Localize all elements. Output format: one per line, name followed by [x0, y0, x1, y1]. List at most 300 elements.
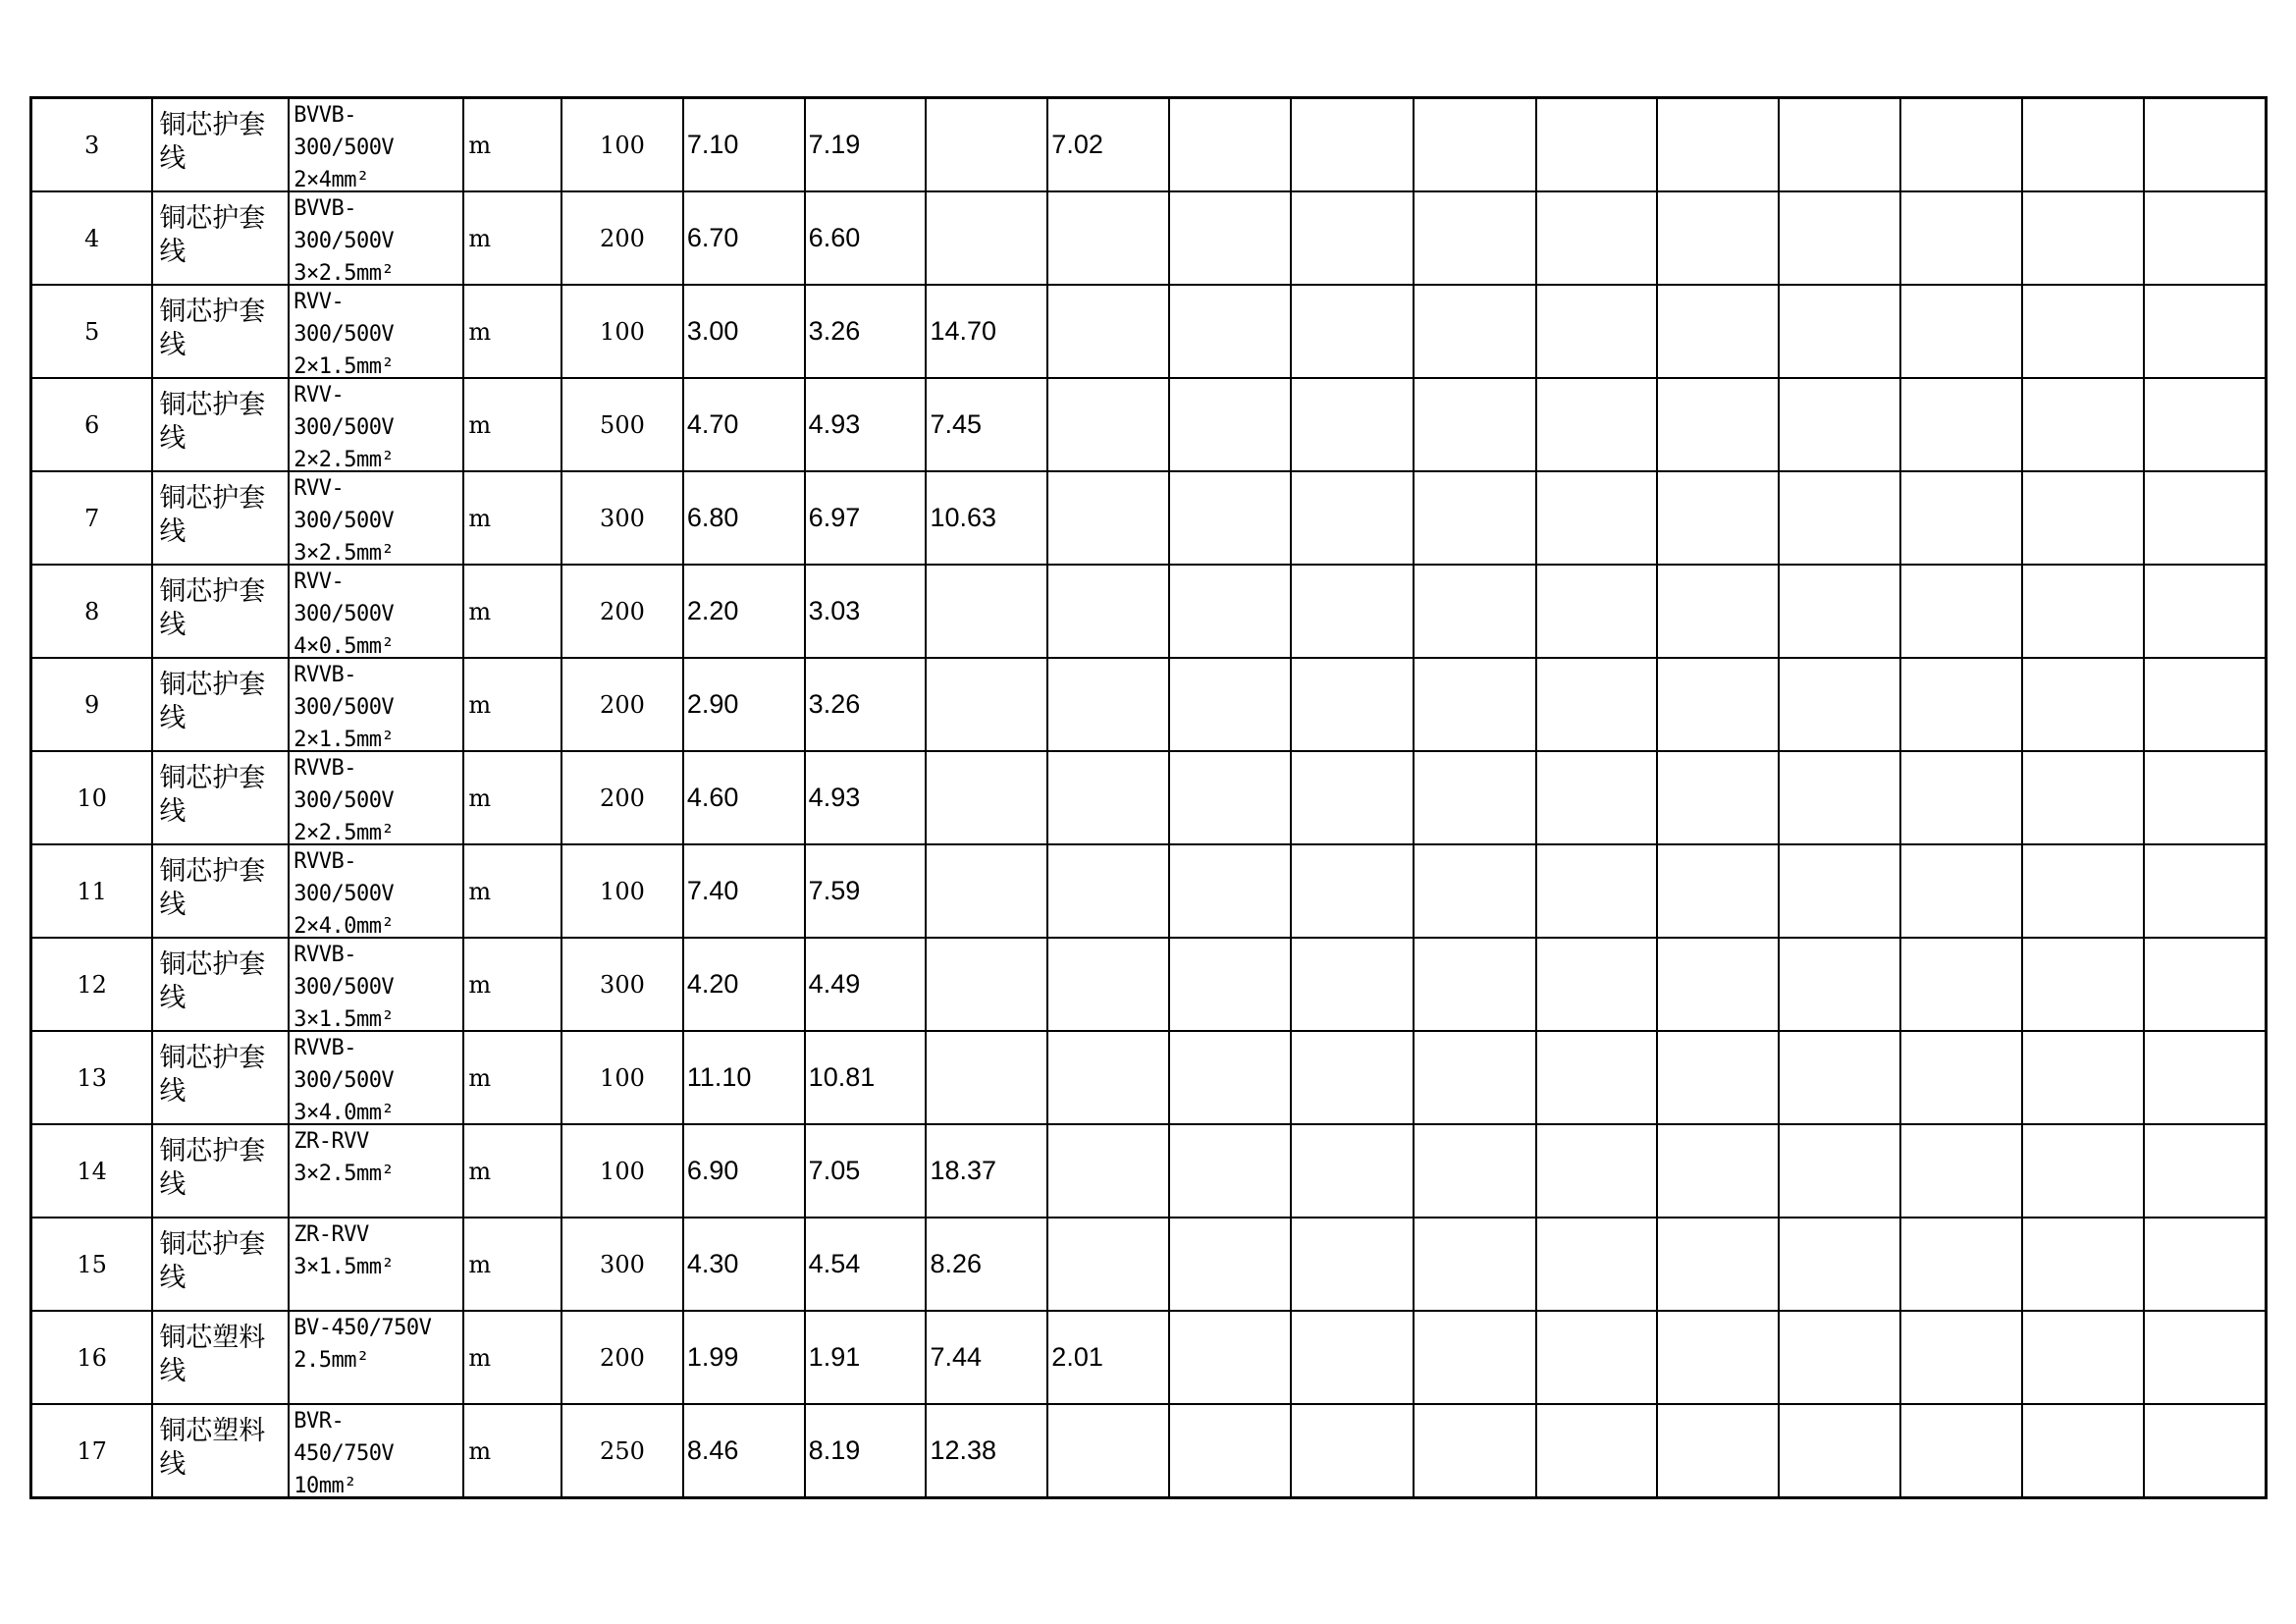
empty-cell — [1291, 1031, 1414, 1124]
quantity-cell: 300 — [561, 938, 683, 1031]
empty-cell — [2144, 844, 2267, 938]
unit-cell: m — [463, 565, 561, 658]
empty-cell — [2144, 1124, 2267, 1218]
empty-cell — [1291, 1404, 1414, 1498]
empty-cell — [1779, 378, 1900, 471]
empty-cell — [1169, 471, 1291, 565]
empty-cell — [1169, 1124, 1291, 1218]
empty-cell — [1414, 751, 1536, 844]
unit-cell: m — [463, 191, 561, 285]
empty-cell — [2022, 751, 2144, 844]
empty-cell — [1414, 1311, 1536, 1404]
empty-cell — [2022, 285, 2144, 378]
empty-cell — [1414, 938, 1536, 1031]
empty-cell — [1657, 1218, 1779, 1311]
row-number-cell: 8 — [31, 565, 153, 658]
item-name-cell: 铜芯护套线 — [152, 751, 289, 844]
empty-cell — [1169, 1031, 1291, 1124]
price-cell: 3.00 — [683, 285, 805, 378]
empty-cell — [1291, 471, 1414, 565]
unit-cell: m — [463, 1404, 561, 1498]
empty-cell — [2144, 191, 2267, 285]
empty-cell — [1536, 1311, 1658, 1404]
empty-cell — [1414, 1124, 1536, 1218]
table-row — [31, 191, 2267, 285]
empty-cell — [1536, 191, 1658, 285]
price-cell: 4.70 — [683, 378, 805, 471]
spec-cell — [289, 844, 463, 938]
item-name-cell: 铜芯塑料线 — [152, 1404, 289, 1498]
empty-cell — [1291, 658, 1414, 751]
row-number-cell: 5 — [31, 285, 153, 378]
empty-cell — [1779, 844, 1900, 938]
price-cell — [1047, 1218, 1169, 1311]
empty-cell — [1291, 1311, 1414, 1404]
empty-cell — [1657, 1404, 1779, 1498]
item-name-cell: 铜芯护套线 — [152, 1031, 289, 1124]
price-cell: 2.90 — [683, 658, 805, 751]
price-cell: 7.59 — [805, 844, 927, 938]
unit-cell: m — [463, 471, 561, 565]
empty-cell — [1536, 938, 1658, 1031]
empty-cell — [1657, 565, 1779, 658]
price-cell — [1047, 565, 1169, 658]
price-cell: 2.01 — [1047, 1311, 1169, 1404]
quantity-cell: 100 — [561, 1124, 683, 1218]
quantity-cell: 200 — [561, 658, 683, 751]
spec-cell — [289, 1031, 463, 1124]
empty-cell — [1169, 285, 1291, 378]
empty-cell — [1900, 565, 2022, 658]
unit-cell: m — [463, 1218, 561, 1311]
empty-cell — [1900, 378, 2022, 471]
price-cell — [1047, 1404, 1169, 1498]
item-name-cell: 铜芯护套线 — [152, 378, 289, 471]
empty-cell — [1900, 938, 2022, 1031]
empty-cell — [1779, 471, 1900, 565]
item-name-cell: 铜芯塑料线 — [152, 1311, 289, 1404]
spec-cell — [289, 471, 463, 565]
table-row — [31, 844, 2267, 938]
empty-cell — [1657, 378, 1779, 471]
item-name-cell: 铜芯护套线 — [152, 938, 289, 1031]
spec-text: RVV- 300/500V 2×2.5mm² — [294, 383, 395, 470]
empty-cell — [1657, 938, 1779, 1031]
row-number-cell: 9 — [31, 658, 153, 751]
spec-cell — [289, 1124, 463, 1218]
price-cell — [926, 938, 1047, 1031]
item-name-cell: 铜芯护套线 — [152, 1218, 289, 1311]
empty-cell — [1657, 1031, 1779, 1124]
quantity-cell: 200 — [561, 751, 683, 844]
empty-cell — [1291, 378, 1414, 471]
quantity-cell: 200 — [561, 565, 683, 658]
empty-cell — [1900, 471, 2022, 565]
quantity-cell: 200 — [561, 191, 683, 285]
price-cell: 4.20 — [683, 938, 805, 1031]
empty-cell — [1169, 98, 1291, 192]
empty-cell — [1414, 191, 1536, 285]
price-cell: 6.97 — [805, 471, 927, 565]
empty-cell — [2144, 1218, 2267, 1311]
empty-cell — [2022, 1404, 2144, 1498]
price-cell: 3.03 — [805, 565, 927, 658]
empty-cell — [1291, 565, 1414, 658]
empty-cell — [1536, 471, 1658, 565]
empty-cell — [1291, 285, 1414, 378]
empty-cell — [1169, 751, 1291, 844]
empty-cell — [1657, 471, 1779, 565]
price-cell — [1047, 285, 1169, 378]
empty-cell — [2022, 844, 2144, 938]
empty-cell — [1414, 98, 1536, 192]
quantity-cell: 300 — [561, 1218, 683, 1311]
empty-cell — [2022, 98, 2144, 192]
price-cell: 7.19 — [805, 98, 927, 192]
empty-cell — [1536, 285, 1658, 378]
price-cell: 14.70 — [926, 285, 1047, 378]
price-cell: 8.19 — [805, 1404, 927, 1498]
empty-cell — [1291, 938, 1414, 1031]
empty-cell — [1900, 1031, 2022, 1124]
price-cell: 12.38 — [926, 1404, 1047, 1498]
spec-text: RVV- 300/500V 4×0.5mm² — [294, 569, 395, 657]
empty-cell — [1536, 751, 1658, 844]
empty-cell — [1291, 1124, 1414, 1218]
empty-cell — [1779, 1031, 1900, 1124]
price-cell — [1047, 471, 1169, 565]
table-row — [31, 378, 2267, 471]
price-cell: 3.26 — [805, 658, 927, 751]
spec-cell — [289, 565, 463, 658]
empty-cell — [2022, 565, 2144, 658]
row-number-cell: 3 — [31, 98, 153, 192]
price-cell: 1.91 — [805, 1311, 927, 1404]
table-body — [31, 98, 2267, 1498]
row-number-cell: 16 — [31, 1311, 153, 1404]
empty-cell — [1536, 565, 1658, 658]
price-cell — [926, 751, 1047, 844]
price-cell: 6.70 — [683, 191, 805, 285]
empty-cell — [1900, 751, 2022, 844]
empty-cell — [1657, 1311, 1779, 1404]
spec-text: RVVB- 300/500V 3×1.5mm² — [294, 943, 395, 1030]
price-cell: 6.60 — [805, 191, 927, 285]
empty-cell — [1657, 751, 1779, 844]
empty-cell — [1657, 658, 1779, 751]
empty-cell — [1536, 1218, 1658, 1311]
empty-cell — [2022, 1124, 2144, 1218]
empty-cell — [1900, 1311, 2022, 1404]
unit-cell: m — [463, 98, 561, 192]
empty-cell — [2022, 191, 2144, 285]
empty-cell — [1900, 98, 2022, 192]
spec-cell — [289, 658, 463, 751]
row-number-cell: 14 — [31, 1124, 153, 1218]
spec-text: RVV- 300/500V 2×1.5mm² — [294, 290, 395, 377]
empty-cell — [1657, 1124, 1779, 1218]
spec-cell — [289, 1404, 463, 1498]
empty-cell — [1779, 1218, 1900, 1311]
empty-cell — [1169, 1311, 1291, 1404]
spec-cell — [289, 378, 463, 471]
spec-cell — [289, 938, 463, 1031]
empty-cell — [1536, 1124, 1658, 1218]
empty-cell — [1779, 751, 1900, 844]
empty-cell — [1414, 1031, 1536, 1124]
empty-cell — [1536, 844, 1658, 938]
empty-cell — [1900, 1218, 2022, 1311]
price-cell: 1.99 — [683, 1311, 805, 1404]
empty-cell — [1414, 565, 1536, 658]
empty-cell — [1779, 658, 1900, 751]
row-number-cell: 4 — [31, 191, 153, 285]
spec-text: RVV- 300/500V 3×2.5mm² — [294, 476, 395, 564]
table-row — [31, 1311, 2267, 1404]
item-name-cell: 铜芯护套线 — [152, 98, 289, 192]
unit-cell: m — [463, 1031, 561, 1124]
empty-cell — [1291, 844, 1414, 938]
price-cell — [1047, 1124, 1169, 1218]
item-name-cell: 铜芯护套线 — [152, 844, 289, 938]
empty-cell — [1414, 844, 1536, 938]
empty-cell — [1169, 658, 1291, 751]
price-cell: 6.80 — [683, 471, 805, 565]
empty-cell — [2022, 658, 2144, 751]
price-cell: 18.37 — [926, 1124, 1047, 1218]
spec-text: RVVB- 300/500V 2×1.5mm² — [294, 663, 395, 750]
empty-cell — [1779, 938, 1900, 1031]
spec-cell — [289, 98, 463, 192]
empty-cell — [1414, 471, 1536, 565]
spec-text: BVVB- 300/500V 2×4mm² — [294, 103, 395, 190]
price-cell: 10.63 — [926, 471, 1047, 565]
empty-cell — [1169, 1218, 1291, 1311]
empty-cell — [2144, 658, 2267, 751]
empty-cell — [1900, 658, 2022, 751]
row-number-cell: 7 — [31, 471, 153, 565]
item-name-cell: 铜芯护套线 — [152, 565, 289, 658]
empty-cell — [1414, 1218, 1536, 1311]
table-row — [31, 1404, 2267, 1498]
quantity-cell: 500 — [561, 378, 683, 471]
row-number-cell: 13 — [31, 1031, 153, 1124]
table-row — [31, 565, 2267, 658]
row-number-cell: 11 — [31, 844, 153, 938]
spec-cell — [289, 191, 463, 285]
empty-cell — [1900, 285, 2022, 378]
unit-cell: m — [463, 938, 561, 1031]
price-cell: 7.05 — [805, 1124, 927, 1218]
price-cell: 6.90 — [683, 1124, 805, 1218]
table-row — [31, 938, 2267, 1031]
unit-cell: m — [463, 751, 561, 844]
empty-cell — [1169, 191, 1291, 285]
table-row — [31, 98, 2267, 192]
empty-cell — [1779, 1311, 1900, 1404]
price-cell: 8.26 — [926, 1218, 1047, 1311]
unit-cell: m — [463, 658, 561, 751]
unit-cell: m — [463, 1124, 561, 1218]
empty-cell — [2144, 938, 2267, 1031]
empty-cell — [2022, 1031, 2144, 1124]
quantity-cell: 250 — [561, 1404, 683, 1498]
empty-cell — [2144, 1311, 2267, 1404]
price-cell: 4.54 — [805, 1218, 927, 1311]
table-row — [31, 471, 2267, 565]
spec-text: BV-450/750V 2.5mm² — [294, 1316, 432, 1373]
spec-text: BVVB- 300/500V 3×2.5mm² — [294, 196, 395, 284]
empty-cell — [1779, 1404, 1900, 1498]
table-row — [31, 1218, 2267, 1311]
quantity-cell: 100 — [561, 98, 683, 192]
empty-cell — [1291, 191, 1414, 285]
quantity-cell: 200 — [561, 1311, 683, 1404]
spec-text: RVVB- 300/500V 2×2.5mm² — [294, 756, 395, 843]
spec-text: ZR-RVV 3×1.5mm² — [294, 1222, 395, 1279]
empty-cell — [1169, 938, 1291, 1031]
table-row — [31, 751, 2267, 844]
price-cell — [1047, 844, 1169, 938]
price-cell — [1047, 751, 1169, 844]
price-cell: 7.02 — [1047, 98, 1169, 192]
table-row — [31, 285, 2267, 378]
price-cell — [926, 191, 1047, 285]
price-cell: 7.10 — [683, 98, 805, 192]
empty-cell — [1779, 1124, 1900, 1218]
empty-cell — [1169, 378, 1291, 471]
spec-cell — [289, 1311, 463, 1404]
empty-cell — [1779, 565, 1900, 658]
price-cell — [926, 844, 1047, 938]
item-name-cell: 铜芯护套线 — [152, 658, 289, 751]
empty-cell — [1779, 285, 1900, 378]
empty-cell — [1657, 191, 1779, 285]
table-row — [31, 1031, 2267, 1124]
empty-cell — [1169, 1404, 1291, 1498]
price-cell: 4.93 — [805, 378, 927, 471]
empty-cell — [1536, 1404, 1658, 1498]
price-cell — [1047, 938, 1169, 1031]
empty-cell — [1900, 191, 2022, 285]
spec-text: RVVB- 300/500V 3×4.0mm² — [294, 1036, 395, 1123]
table-row — [31, 658, 2267, 751]
empty-cell — [2022, 938, 2144, 1031]
price-cell: 4.60 — [683, 751, 805, 844]
unit-cell: m — [463, 378, 561, 471]
empty-cell — [2144, 751, 2267, 844]
price-cell — [1047, 658, 1169, 751]
item-name-cell: 铜芯护套线 — [152, 285, 289, 378]
price-cell: 7.44 — [926, 1311, 1047, 1404]
empty-cell — [2144, 285, 2267, 378]
price-cell — [926, 658, 1047, 751]
spec-text: RVVB- 300/500V 2×4.0mm² — [294, 849, 395, 937]
quantity-cell: 100 — [561, 1031, 683, 1124]
empty-cell — [2144, 1404, 2267, 1498]
unit-cell: m — [463, 1311, 561, 1404]
empty-cell — [1414, 285, 1536, 378]
item-name-cell: 铜芯护套线 — [152, 1124, 289, 1218]
price-cell: 3.26 — [805, 285, 927, 378]
empty-cell — [1291, 98, 1414, 192]
empty-cell — [1900, 1124, 2022, 1218]
price-cell — [1047, 378, 1169, 471]
empty-cell — [1657, 285, 1779, 378]
price-cell: 4.49 — [805, 938, 927, 1031]
empty-cell — [1900, 1404, 2022, 1498]
price-cell: 4.30 — [683, 1218, 805, 1311]
empty-cell — [2144, 565, 2267, 658]
empty-cell — [1779, 191, 1900, 285]
unit-cell: m — [463, 285, 561, 378]
quantity-cell: 100 — [561, 844, 683, 938]
row-number-cell: 6 — [31, 378, 153, 471]
price-cell — [1047, 191, 1169, 285]
price-cell: 7.40 — [683, 844, 805, 938]
price-cell: 4.93 — [805, 751, 927, 844]
unit-cell: m — [463, 844, 561, 938]
price-cell: 8.46 — [683, 1404, 805, 1498]
spec-text: ZR-RVV 3×2.5mm² — [294, 1129, 395, 1186]
spec-text: BVR- 450/750V 10mm² — [294, 1409, 395, 1496]
empty-cell — [2144, 471, 2267, 565]
spec-cell — [289, 751, 463, 844]
price-cell — [926, 565, 1047, 658]
price-cell: 11.10 — [683, 1031, 805, 1124]
empty-cell — [1414, 1404, 1536, 1498]
empty-cell — [2144, 98, 2267, 192]
empty-cell — [1536, 378, 1658, 471]
row-number-cell: 15 — [31, 1218, 153, 1311]
empty-cell — [1169, 844, 1291, 938]
empty-cell — [1536, 658, 1658, 751]
empty-cell — [1169, 565, 1291, 658]
row-number-cell: 17 — [31, 1404, 153, 1498]
empty-cell — [1414, 378, 1536, 471]
item-name-cell: 铜芯护套线 — [152, 471, 289, 565]
empty-cell — [2022, 1218, 2144, 1311]
empty-cell — [2022, 378, 2144, 471]
spec-cell — [289, 285, 463, 378]
price-cell: 10.81 — [805, 1031, 927, 1124]
quantity-cell: 300 — [561, 471, 683, 565]
price-cell — [1047, 1031, 1169, 1124]
empty-cell — [2022, 1311, 2144, 1404]
empty-cell — [2144, 378, 2267, 471]
empty-cell — [1414, 658, 1536, 751]
empty-cell — [2022, 471, 2144, 565]
quantity-cell: 100 — [561, 285, 683, 378]
price-table — [29, 96, 2268, 1499]
empty-cell — [1536, 1031, 1658, 1124]
empty-cell — [1657, 844, 1779, 938]
row-number-cell: 10 — [31, 751, 153, 844]
row-number-cell: 12 — [31, 938, 153, 1031]
empty-cell — [1291, 751, 1414, 844]
empty-cell — [1291, 1218, 1414, 1311]
price-cell: 2.20 — [683, 565, 805, 658]
price-cell — [926, 98, 1047, 192]
price-cell — [926, 1031, 1047, 1124]
spec-cell — [289, 1218, 463, 1311]
empty-cell — [1779, 98, 1900, 192]
table-row — [31, 1124, 2267, 1218]
empty-cell — [1536, 98, 1658, 192]
empty-cell — [2144, 1031, 2267, 1124]
empty-cell — [1900, 844, 2022, 938]
item-name-cell: 铜芯护套线 — [152, 191, 289, 285]
